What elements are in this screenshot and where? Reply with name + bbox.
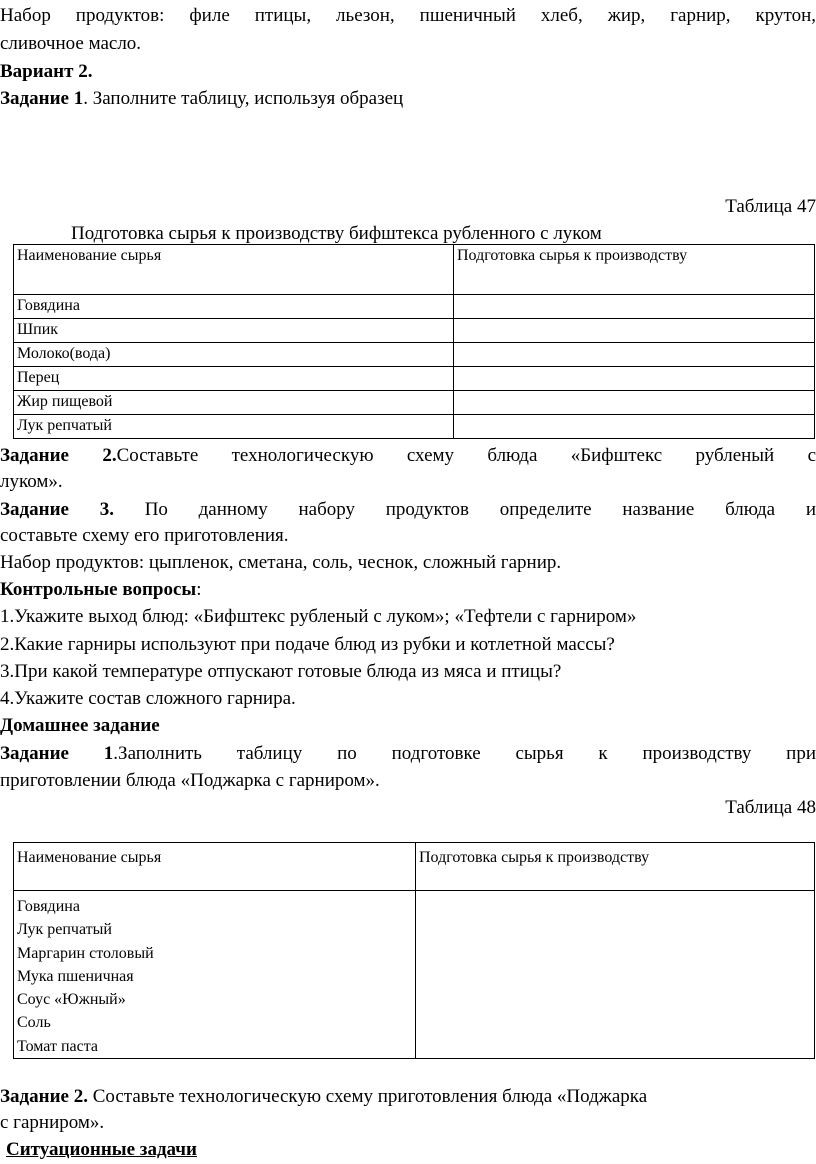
homework-task-1-line-1: Задание 1.Заполнить таблицу по подготовке сырья к производству при <box>0 743 816 764</box>
table-48 <box>13 842 815 1059</box>
table-cell-empty[interactable] <box>454 319 815 343</box>
variant-heading: Вариант 2. <box>0 61 93 82</box>
homework-task-2-line-2: с гарниром». <box>0 1112 105 1133</box>
table-cell-empty[interactable] <box>454 415 815 439</box>
table-47 <box>13 244 815 439</box>
list-item: Говядина <box>17 898 80 915</box>
list-item: Мука пшеничная <box>17 967 134 985</box>
question-3: 3.При какой температуре отпускают готовые блюда из мяса и птицы? <box>0 661 562 682</box>
situational-heading: Ситуационные задачи <box>6 1139 197 1160</box>
question-4: 4.Укажите состав сложного гарнира. <box>0 688 296 709</box>
list-item: Маргарин столовый <box>17 944 154 962</box>
table-cell-empty[interactable] <box>416 891 815 1059</box>
homework-task-2-label: Задание 2. <box>0 1086 88 1107</box>
list-item: Томат паста <box>17 1037 99 1055</box>
list-item: Соус «Южный» <box>17 991 126 1009</box>
list-item: Соль <box>17 1014 51 1032</box>
table-48-ingredient-list <box>14 891 416 1059</box>
table-47-header-prep: Подготовка сырья к производству <box>454 245 815 295</box>
table-cell-empty[interactable] <box>454 343 815 367</box>
questions-heading: Контрольные вопросы: <box>0 579 202 600</box>
homework-task-1-line-2: приготовлении блюда «Поджарка с гарниром». <box>0 770 380 791</box>
task-2-label: Задание 2. <box>0 445 117 466</box>
table-cell-empty[interactable] <box>454 295 815 319</box>
intro-line-1: Набор продуктов: филе птицы, льезон, пшеничный хлеб, жир, гарнир, крутон, <box>0 5 816 26</box>
table-row: Говядина <box>14 295 454 319</box>
task-1-label: Задание 1 <box>0 88 84 109</box>
homework-heading: Домашнее задание <box>0 715 160 736</box>
question-1: 1.Укажите выход блюд: «Бифштекс рубленый с луком»; «Тефтели с гарниром» <box>0 606 637 627</box>
table-cell-empty[interactable] <box>454 367 815 391</box>
intro-line-2: сливочное масло. <box>0 33 142 54</box>
homework-task-1-label: Задание 1 <box>0 743 114 764</box>
table-48-header-prep: Подготовка сырья к производству <box>416 843 815 891</box>
list-item: Лук репчатый <box>17 921 112 939</box>
task-2-line-2: луком». <box>0 471 63 492</box>
task-2-line-1: Задание 2.Составьте технологическую схему блюда «Бифштекс рубленый с <box>0 445 816 466</box>
table-row: Перец <box>14 367 454 391</box>
table-cell-empty[interactable] <box>454 391 815 415</box>
table-47-header-name: Наименование сырья <box>14 245 454 295</box>
task-3-line-3: Набор продуктов: цыпленок, сметана, соль, чеснок, сложный гарнир. <box>0 552 562 573</box>
table-48-number: Таблица 48 <box>725 797 816 818</box>
question-2: 2.Какие гарниры используют при подаче блюд из рубки и котлетной массы? <box>0 634 615 655</box>
table-row: Молоко(вода) <box>14 343 454 367</box>
task-1 <box>0 86 816 112</box>
task-3-label: Задание 3. <box>0 499 114 520</box>
table-row: Жир пищевой <box>14 391 454 415</box>
table-48-header-name: Наименование сырья <box>14 843 416 891</box>
table-row: Шпик <box>14 319 454 343</box>
table-47-number: Таблица 47 <box>725 196 816 217</box>
task-1-text: . Заполните таблицу, используя образец <box>83 88 404 109</box>
homework-task-2-line-1: Задание 2. Составьте технологическую схему приготовления блюда «Поджарка <box>0 1086 648 1107</box>
task-3-line-2: составьте схему его приготовления. <box>0 525 289 546</box>
table-47-caption: Подготовка сырья к производству бифштекса рубленного с луком <box>71 223 602 244</box>
table-row: Лук репчатый <box>14 415 454 439</box>
task-3-line-1: Задание 3. По данному набору продуктов определите название блюда и <box>0 499 816 520</box>
